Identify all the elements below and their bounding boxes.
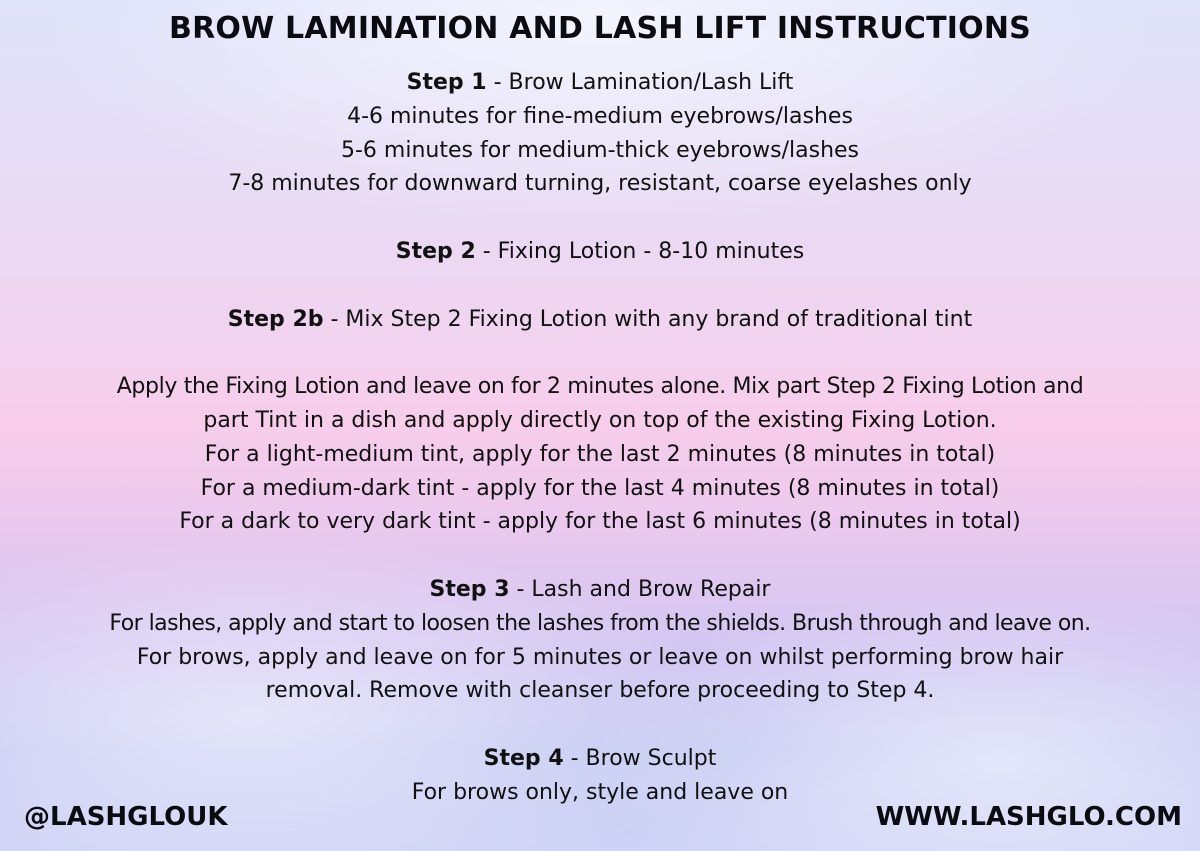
step-2-heading — [0, 235, 1200, 269]
spacer — [0, 201, 1200, 235]
step-1-label: Step 1 — [406, 70, 487, 95]
tint-instruction-line: For a dark to very dark tint - apply for the last 6 minutes (8 minutes in total) — [179, 509, 1021, 535]
spacer — [0, 336, 1200, 370]
spacer — [0, 539, 1200, 573]
social-handle: @LASHGLOUK — [24, 802, 228, 832]
step-2-title: - Fixing Lotion - 8-10 minutes — [475, 238, 805, 264]
step-3-line: For lashes, apply and start to loosen the lashes from the shields. Brush through and leave on. — [109, 610, 1091, 636]
step-1-heading — [0, 66, 1200, 100]
step-4-heading — [0, 742, 1200, 776]
step-4-title: - Brow Sculpt — [563, 745, 717, 771]
spacer — [0, 708, 1200, 742]
step-1-title: - Brow Lamination/Lash Lift — [486, 70, 794, 95]
step-3-heading — [0, 573, 1200, 607]
tint-instruction-line: part Tint in a dish and apply directly on top of the existing Fixing Lotion. — [203, 407, 997, 433]
step-2b-label: Step 2b — [227, 306, 324, 332]
step-3-line: For brows, apply and leave on for 5 minutes or leave on whilst performing brow hair — [136, 644, 1064, 670]
step-2-label: Step 2 — [395, 238, 476, 264]
instructions-body — [0, 66, 1200, 810]
step-3-label: Step 3 — [429, 576, 510, 602]
step-1-line: 5-6 minutes for medium-thick eyebrows/lashes — [340, 137, 860, 163]
step-3-line: removal. Remove with cleanser before proceeding to Step 4. — [265, 678, 935, 704]
step-4-line: For brows only, style and leave on — [411, 779, 789, 805]
tint-instruction-line: For a medium-dark tint - apply for the last 4 minutes (8 minutes in total) — [200, 475, 1000, 501]
step-4-label: Step 4 — [483, 745, 564, 771]
step-1-line: 7-8 minutes for downward turning, resistant, coarse eyelashes only — [228, 171, 972, 197]
spacer — [0, 269, 1200, 303]
website-url: WWW.LASHGLO.COM — [875, 802, 1182, 832]
step-2b-heading — [0, 303, 1200, 337]
step-3-title: - Lash and Brow Repair — [509, 576, 771, 602]
page-title: BROW LAMINATION AND LASH LIFT INSTRUCTIONS — [169, 11, 1031, 46]
step-1-line: 4-6 minutes for fine-medium eyebrows/lashes — [347, 103, 853, 129]
step-2b-title: - Mix Step 2 Fixing Lotion with any brand of traditional tint — [323, 306, 973, 332]
tint-instruction-line: Apply the Fixing Lotion and leave on for 2 minutes alone. Mix part Step 2 Fixing Lotion and — [116, 374, 1084, 400]
tint-instruction-line: For a light-medium tint, apply for the last 2 minutes (8 minutes in total) — [204, 441, 996, 467]
